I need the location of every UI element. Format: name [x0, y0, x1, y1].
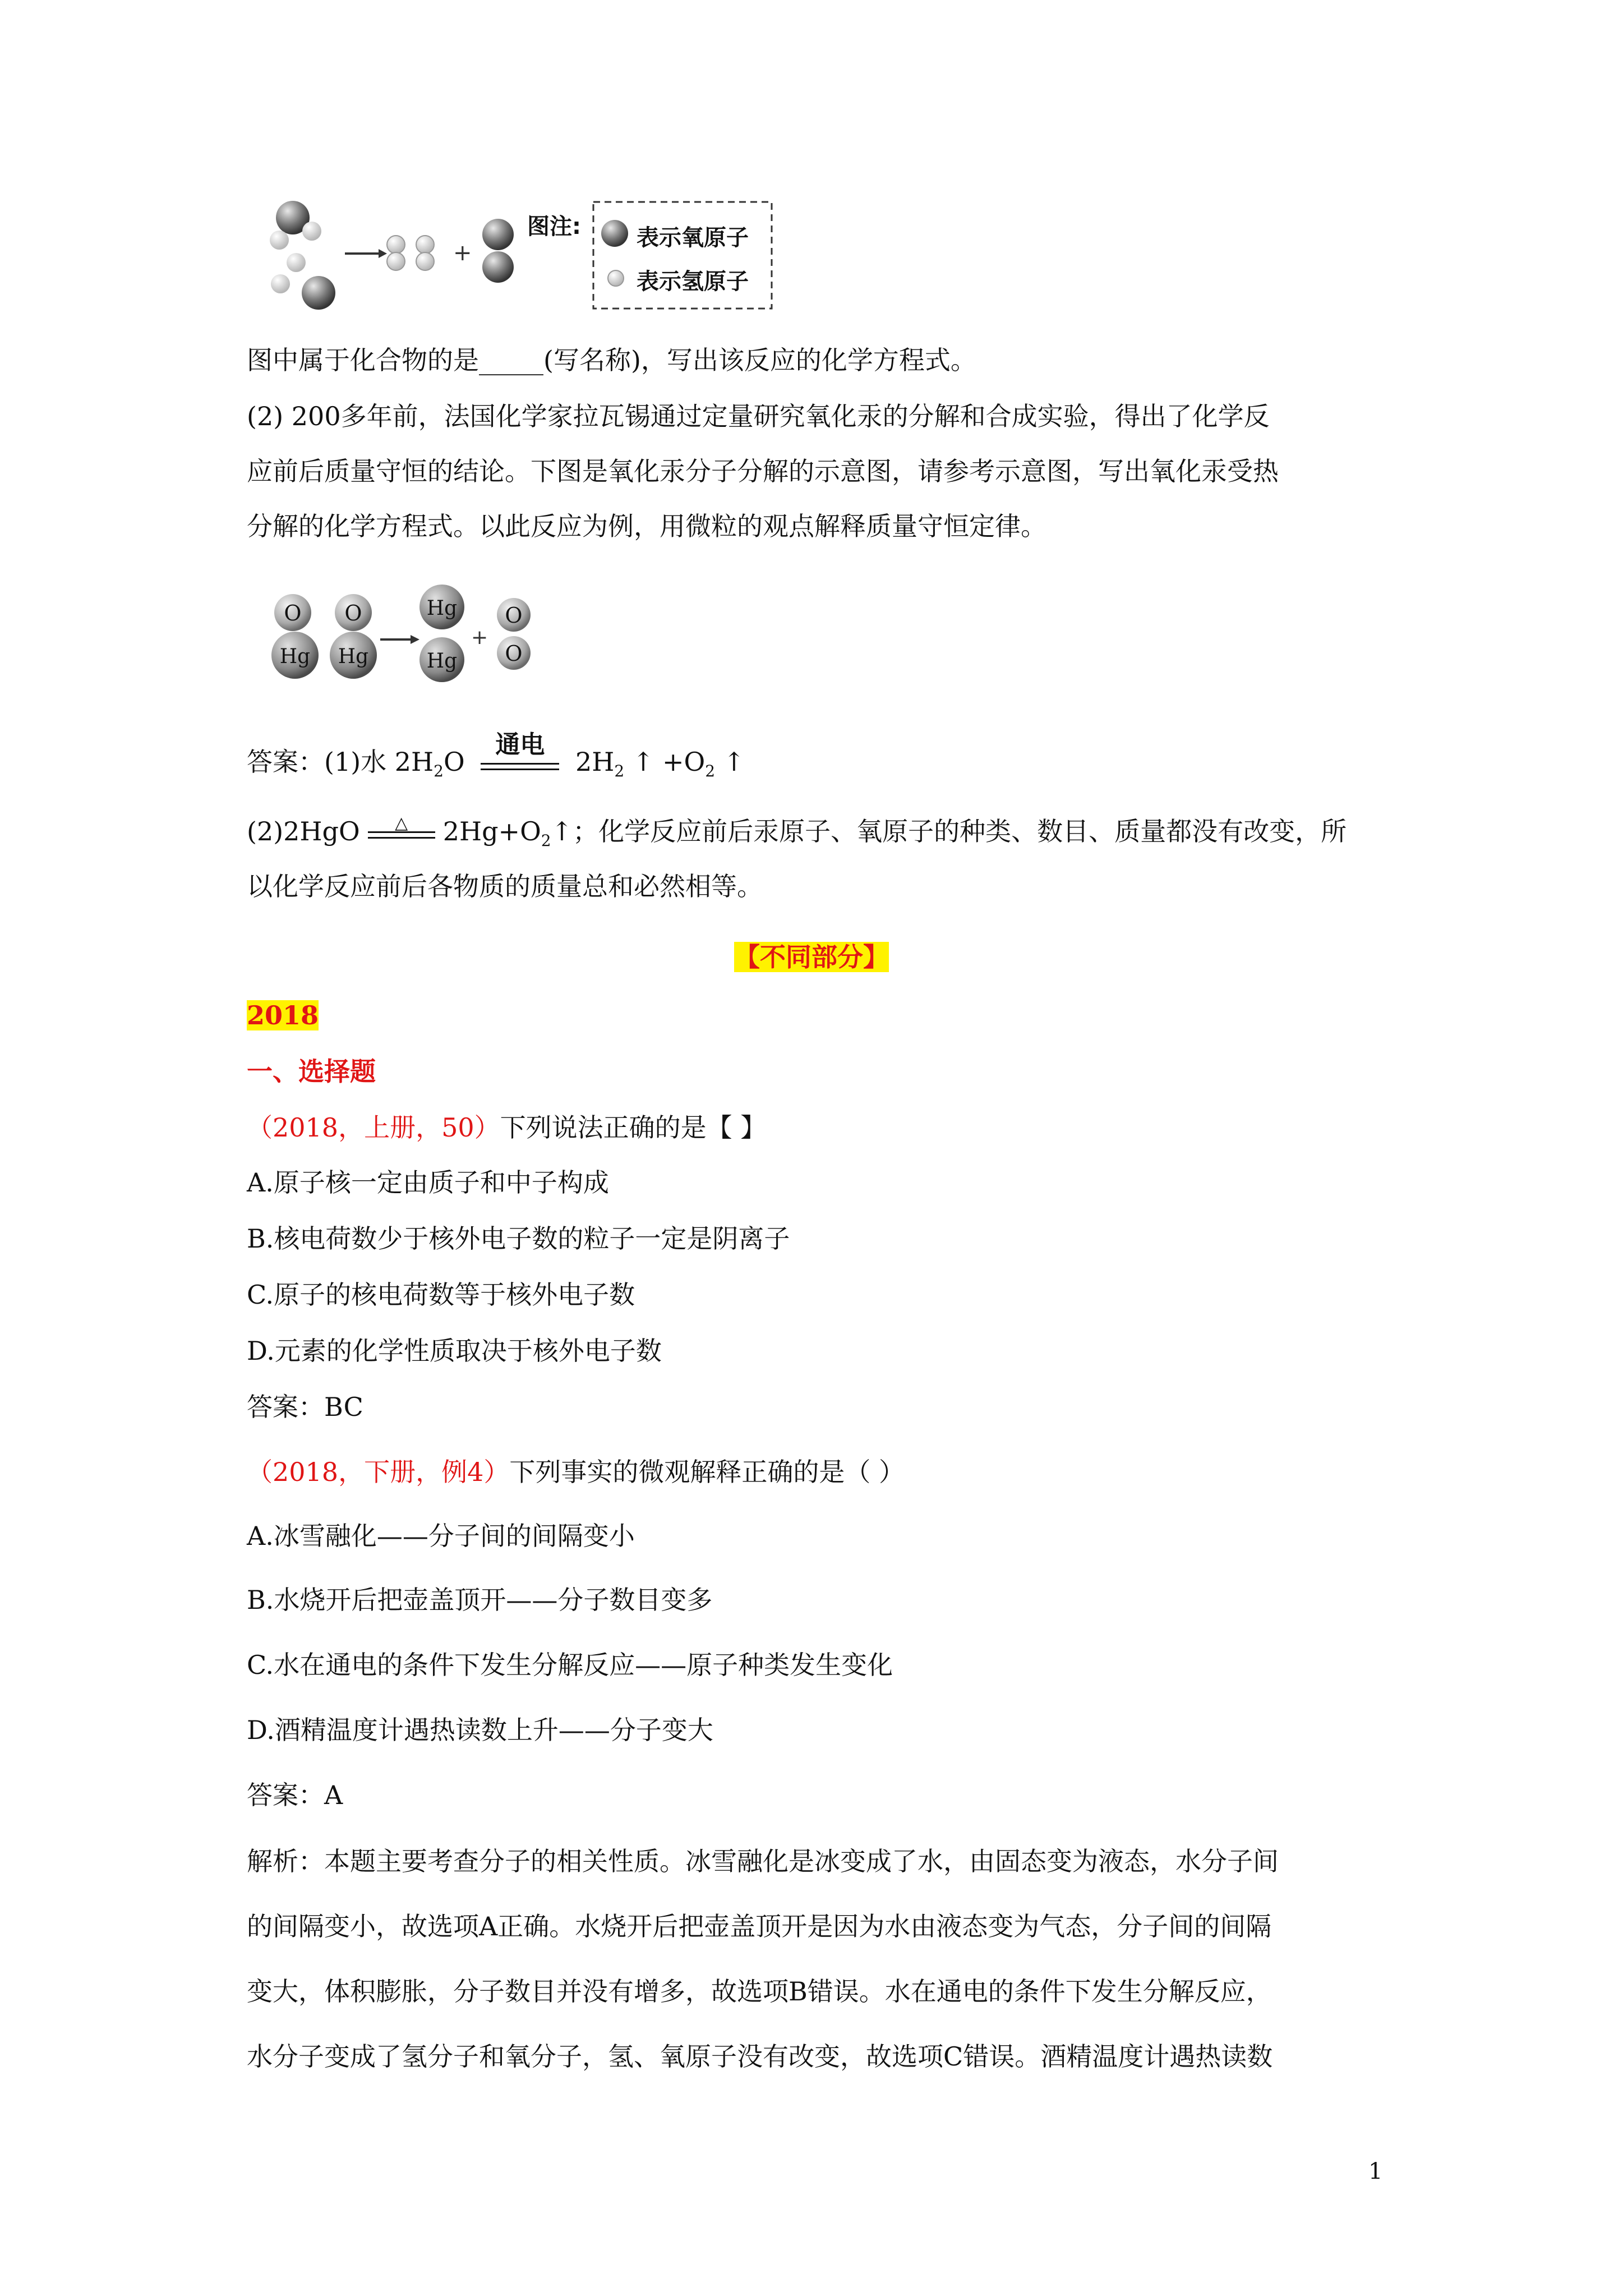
option-d: D.酒精温度计遇热读数上升——分子变大 — [247, 1715, 713, 1745]
oxygen-atom — [601, 220, 628, 247]
hydrogen-atom — [608, 270, 624, 286]
svg-text:+: + — [453, 240, 472, 266]
oxygen-atom — [302, 276, 335, 310]
section-heading: 一、选择题 — [247, 1056, 376, 1087]
option-a: A.冰雪融化——分子间的间隔变小 — [247, 1521, 635, 1551]
answer-1: 答案：(1)水 $2H_2O$ 通电 $2H_2$ ↑ $+O_2$ ↑ — [247, 730, 745, 781]
mercury-oxide-decomposition-diagram — [264, 572, 555, 696]
electrolysis-condition: 通电 — [481, 745, 559, 779]
hydrogen-atom — [416, 252, 434, 270]
atom-label-o: O — [284, 601, 302, 625]
option-d: D.元素的化学性质取决于核外电子数 — [247, 1336, 662, 1366]
hydrogen-atom — [287, 253, 306, 272]
svg-text:+: + — [471, 626, 488, 649]
oxygen-atom — [482, 251, 514, 283]
atom-label-o: O — [344, 601, 362, 625]
atom-label-o: O — [505, 603, 523, 628]
heating-condition: △ — [368, 815, 435, 848]
option-b: B.核电荷数少于核外电子数的粒子一定是阴离子 — [247, 1223, 790, 1254]
hydrogen-atom — [387, 236, 405, 254]
oxygen-atom — [482, 219, 514, 250]
section-title: 【不同部分】 — [734, 942, 889, 972]
hydrogen-atom — [387, 252, 405, 270]
question-4: （2018，下册，例4）下列事实的微观解释正确的是（ ） — [247, 1457, 905, 1487]
answer-q4: 答案：A — [247, 1780, 343, 1810]
hydrogen-atom — [271, 274, 290, 293]
option-c: C.水在通电的条件下发生分解反应——原子种类发生变化 — [247, 1650, 893, 1680]
atom-label-hg: Hg — [279, 645, 311, 668]
q2-line-2: 应前后质量守恒的结论。下图是氧化汞分子分解的示意图，请参考示意图，写出氧化汞受热 — [247, 456, 1279, 486]
atom-label-hg: Hg — [426, 597, 458, 620]
explanation-line-1: 解析：本题主要考查分子的相关性质。冰雪融化是冰变成了水，由固态变为液态，水分子间 — [247, 1846, 1279, 1876]
explanation-line-2: 的间隔变小，故选项A正确。水烧开后把壶盖顶开是因为水由液态变为气态，分子间的间隔 — [247, 1911, 1272, 1941]
option-a: A.原子核一定由质子和中子构成 — [247, 1167, 609, 1198]
hydrogen-atom — [302, 222, 321, 241]
atom-label-o: O — [505, 641, 523, 666]
explanation-line-3: 变大，体积膨胀，分子数目并没有增多，故选项B错误。水在通电的条件下发生分解反应， — [247, 1976, 1272, 2007]
option-b: B.水烧开后把壶盖顶开——分子数目变多 — [247, 1585, 713, 1615]
hydrogen-atom — [270, 231, 289, 250]
q1-prompt: 图中属于化合物的是_____(写名称)，写出该反应的化学方程式。 — [247, 345, 976, 375]
atom-label-hg: Hg — [338, 645, 369, 668]
legend-hydrogen-label: 表示氢原子 — [637, 269, 749, 295]
q2-line-1: (2) 200多年前，法国化学家拉瓦锡通过定量研究氧化汞的分解和合成实验，得出了化学反 — [247, 401, 1270, 431]
atom-label-hg: Hg — [426, 650, 458, 673]
question-ref: （2018，上册，50） — [247, 1112, 500, 1143]
explanation-line-4: 水分子变成了氢分子和氧分子，氢、氧原子没有改变，故选项C错误。酒精温度计遇热读数 — [247, 2041, 1273, 2072]
question-ref: （2018，下册，例4） — [247, 1457, 510, 1487]
legend-oxygen-label: 表示氧原子 — [637, 225, 749, 251]
answer-2-line-2: 以化学反应前后各物质的质量总和必然相等。 — [247, 871, 763, 901]
question-50: （2018，上册，50）下列说法正确的是【 】 — [247, 1112, 767, 1143]
page-number: 1 — [1368, 2159, 1383, 2184]
answer-q50: 答案：BC — [247, 1392, 363, 1422]
option-c: C.原子的核电荷数等于核外电子数 — [247, 1280, 635, 1310]
legend-title: 图注: — [527, 214, 581, 240]
water-decomposition-diagram — [264, 191, 780, 320]
answer-2: (2)2HgO △ $2Hg+O_2↑$；化学反应前后汞原子、氧原子的种类、数目、质量都没有改变，所 — [247, 813, 1347, 850]
year-label: 2018 — [247, 1000, 319, 1030]
q2-line-3: 分解的化学方程式。以此反应为例，用微粒的观点解释质量守恒定律。 — [247, 511, 1046, 541]
hydrogen-atom — [416, 236, 434, 254]
